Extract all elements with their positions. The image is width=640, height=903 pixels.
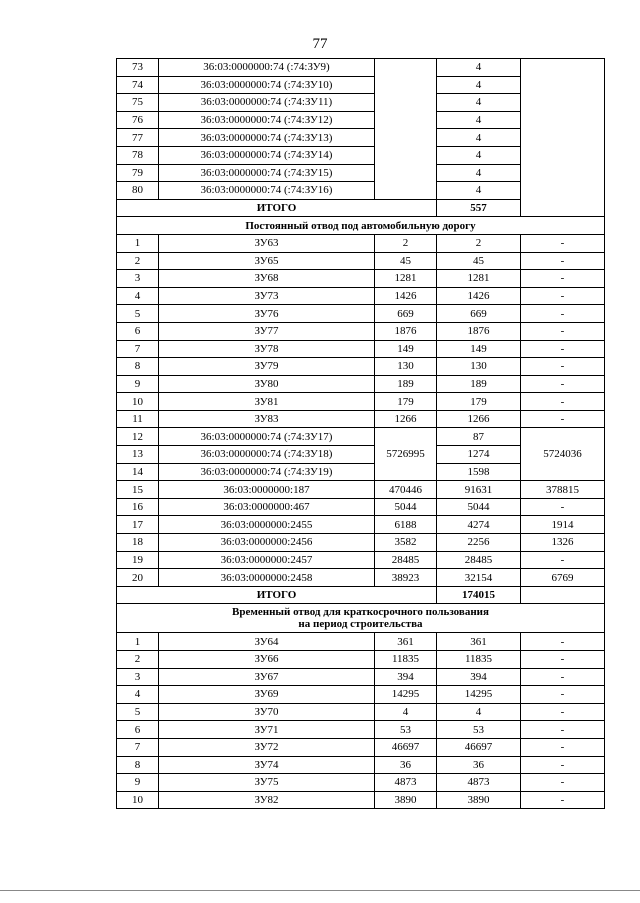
section-title: Постоянный отвод под автомобильную дорогу (117, 217, 605, 235)
table-row (117, 322, 605, 340)
bottom-rule (0, 890, 640, 891)
row-number: 73 (117, 59, 159, 77)
section-title-line: на период строительства (298, 618, 423, 631)
area-remaining: - (521, 322, 605, 340)
table-row (117, 651, 605, 669)
area-total: 28485 (375, 551, 437, 569)
area-allocated: 179 (437, 393, 521, 411)
table-row (117, 721, 605, 739)
row-number: 16 (117, 498, 159, 516)
area-remaining: - (521, 498, 605, 516)
row-number: 1 (117, 234, 159, 252)
table-row (117, 738, 605, 756)
plot-id: ЗУ76 (159, 305, 375, 323)
area-remaining: - (521, 252, 605, 270)
plot-id: 36:03:0000000:74 (:74:ЗУ16) (159, 182, 375, 200)
row-number: 7 (117, 340, 159, 358)
area-allocated: 189 (437, 375, 521, 393)
table-row (117, 481, 605, 499)
table-row (117, 340, 605, 358)
area-remaining: - (521, 410, 605, 428)
table-row (117, 569, 605, 587)
plot-id: ЗУ81 (159, 393, 375, 411)
row-number: 9 (117, 774, 159, 792)
area-allocated: 36 (437, 756, 521, 774)
row-number: 18 (117, 534, 159, 552)
row-number: 80 (117, 182, 159, 200)
area-allocated: 46697 (437, 738, 521, 756)
table-row (117, 633, 605, 651)
plot-id: 36:03:0000000:74 (:74:ЗУ18) (159, 446, 375, 464)
area-total: 470446 (375, 481, 437, 499)
area-remaining: - (521, 738, 605, 756)
area-remaining: - (521, 756, 605, 774)
row-number: 79 (117, 164, 159, 182)
area-total: 4 (375, 703, 437, 721)
plot-id: 36:03:0000000:2457 (159, 551, 375, 569)
merged-empty-cell (375, 59, 437, 200)
area-value: 4 (437, 129, 521, 147)
area-remaining: - (521, 393, 605, 411)
plot-id: 36:03:0000000:74 (:74:ЗУ17) (159, 428, 375, 446)
plot-id: ЗУ80 (159, 375, 375, 393)
area-remaining: - (521, 721, 605, 739)
area-total: 3582 (375, 534, 437, 552)
table-row (117, 516, 605, 534)
row-number: 3 (117, 668, 159, 686)
plot-id: 36:03:0000000:2456 (159, 534, 375, 552)
row-number: 14 (117, 463, 159, 481)
plot-id: ЗУ70 (159, 703, 375, 721)
area-remaining: - (521, 358, 605, 376)
table-row (117, 756, 605, 774)
row-number: 6 (117, 721, 159, 739)
row-number: 76 (117, 111, 159, 129)
area-allocated: 1274 (437, 446, 521, 464)
section-heading-row (117, 217, 605, 235)
table-row (117, 375, 605, 393)
table-body (117, 59, 605, 809)
plot-id: ЗУ75 (159, 774, 375, 792)
area-value: 4 (437, 59, 521, 77)
area-allocated: 1266 (437, 410, 521, 428)
row-number: 74 (117, 76, 159, 94)
plot-id: 36:03:0000000:74 (:74:ЗУ15) (159, 164, 375, 182)
plot-id: ЗУ78 (159, 340, 375, 358)
area-total: 3890 (375, 791, 437, 809)
plot-id: ЗУ83 (159, 410, 375, 428)
plot-id: ЗУ64 (159, 633, 375, 651)
area-remaining: 378815 (521, 481, 605, 499)
row-number: 10 (117, 393, 159, 411)
table-row (117, 59, 605, 77)
area-total: 361 (375, 633, 437, 651)
row-number: 10 (117, 791, 159, 809)
plot-id: ЗУ73 (159, 287, 375, 305)
plot-id: ЗУ63 (159, 234, 375, 252)
area-allocated: 361 (437, 633, 521, 651)
area-allocated: 45 (437, 252, 521, 270)
row-number: 12 (117, 428, 159, 446)
row-number: 5 (117, 305, 159, 323)
row-number: 2 (117, 252, 159, 270)
area-total: 4873 (375, 774, 437, 792)
row-number: 9 (117, 375, 159, 393)
total-value: 174015 (437, 586, 521, 604)
area-total: 5044 (375, 498, 437, 516)
section-title (117, 604, 605, 633)
area-remaining: 1914 (521, 516, 605, 534)
row-number: 4 (117, 686, 159, 704)
row-number: 75 (117, 94, 159, 112)
area-remaining: - (521, 791, 605, 809)
plot-id: ЗУ66 (159, 651, 375, 669)
section-title-line: Временный отвод для краткосрочного пользования (232, 606, 489, 619)
row-number: 8 (117, 756, 159, 774)
row-number: 1 (117, 633, 159, 651)
area-value: 4 (437, 182, 521, 200)
area-value: 4 (437, 164, 521, 182)
table-row (117, 791, 605, 809)
plot-id: 36:03:0000000:2458 (159, 569, 375, 587)
area-allocated: 2256 (437, 534, 521, 552)
row-number: 6 (117, 322, 159, 340)
table-row (117, 305, 605, 323)
area-remaining: - (521, 668, 605, 686)
total-label: ИТОГО (117, 199, 437, 217)
plot-id: 36:03:0000000:74 (:74:ЗУ10) (159, 76, 375, 94)
area-total: 14295 (375, 686, 437, 704)
area-remaining: - (521, 287, 605, 305)
empty-cell (521, 586, 605, 604)
table-row (117, 393, 605, 411)
area-total: 1876 (375, 322, 437, 340)
plot-id: ЗУ82 (159, 791, 375, 809)
plot-id: 36:03:0000000:74 (:74:ЗУ9) (159, 59, 375, 77)
table-row (117, 668, 605, 686)
plot-id: 36:03:0000000:74 (:74:ЗУ19) (159, 463, 375, 481)
area-total: 36 (375, 756, 437, 774)
area-allocated: 130 (437, 358, 521, 376)
area-total: 45 (375, 252, 437, 270)
plot-id: 36:03:0000000:74 (:74:ЗУ14) (159, 146, 375, 164)
area-allocated: 5044 (437, 498, 521, 516)
table-row (117, 234, 605, 252)
plot-id: ЗУ77 (159, 322, 375, 340)
plot-id: ЗУ74 (159, 756, 375, 774)
area-allocated: 1426 (437, 287, 521, 305)
row-number: 7 (117, 738, 159, 756)
plot-id: 36:03:0000000:2455 (159, 516, 375, 534)
row-number: 4 (117, 287, 159, 305)
area-allocated: 1876 (437, 322, 521, 340)
plot-id: ЗУ65 (159, 252, 375, 270)
area-total: 46697 (375, 738, 437, 756)
table-row (117, 703, 605, 721)
area-allocated: 53 (437, 721, 521, 739)
area-total: 1281 (375, 270, 437, 288)
area-total: 189 (375, 375, 437, 393)
area-value: 4 (437, 146, 521, 164)
area-total: 394 (375, 668, 437, 686)
section-heading-row (117, 604, 605, 633)
table-row (117, 252, 605, 270)
plot-id: 36:03:0000000:74 (:74:ЗУ13) (159, 129, 375, 147)
area-allocated: 11835 (437, 651, 521, 669)
area-allocated: 87 (437, 428, 521, 446)
table-row (117, 270, 605, 288)
area-allocated: 28485 (437, 551, 521, 569)
row-number: 15 (117, 481, 159, 499)
area-remaining: - (521, 633, 605, 651)
row-number: 5 (117, 703, 159, 721)
table-row (117, 428, 605, 446)
area-value: 4 (437, 94, 521, 112)
table-row (117, 498, 605, 516)
table-row (117, 551, 605, 569)
page-number: 77 (312, 36, 328, 52)
area-total: 1266 (375, 410, 437, 428)
plot-id: 36:03:0000000:74 (:74:ЗУ12) (159, 111, 375, 129)
area-total: 11835 (375, 651, 437, 669)
land-plots-table (116, 58, 605, 809)
total-row (117, 586, 605, 604)
area-total: 6188 (375, 516, 437, 534)
area-value: 4 (437, 111, 521, 129)
area-allocated: 3890 (437, 791, 521, 809)
area-total: 179 (375, 393, 437, 411)
plot-id: 36:03:0000000:74 (:74:ЗУ11) (159, 94, 375, 112)
plot-id: ЗУ69 (159, 686, 375, 704)
row-number: 2 (117, 651, 159, 669)
row-number: 77 (117, 129, 159, 147)
table-row (117, 410, 605, 428)
area-total: 669 (375, 305, 437, 323)
area-allocated: 1598 (437, 463, 521, 481)
area-remaining: 6769 (521, 569, 605, 587)
plot-id: 36:03:0000000:467 (159, 498, 375, 516)
plot-id: ЗУ72 (159, 738, 375, 756)
area-remaining: - (521, 703, 605, 721)
area-total: 5726995 (375, 428, 437, 481)
row-number: 3 (117, 270, 159, 288)
plot-id: ЗУ71 (159, 721, 375, 739)
plot-id: 36:03:0000000:187 (159, 481, 375, 499)
area-allocated: 14295 (437, 686, 521, 704)
total-value: 557 (437, 199, 521, 217)
plot-id: ЗУ79 (159, 358, 375, 376)
row-number: 13 (117, 446, 159, 464)
area-value: 4 (437, 76, 521, 94)
area-allocated: 91631 (437, 481, 521, 499)
area-allocated: 2 (437, 234, 521, 252)
table-row (117, 686, 605, 704)
area-remaining: - (521, 651, 605, 669)
area-allocated: 32154 (437, 569, 521, 587)
area-allocated: 4274 (437, 516, 521, 534)
area-total: 38923 (375, 569, 437, 587)
area-total: 149 (375, 340, 437, 358)
table-row (117, 534, 605, 552)
area-remaining: - (521, 375, 605, 393)
area-total: 2 (375, 234, 437, 252)
area-allocated: 1281 (437, 270, 521, 288)
area-remaining: 1326 (521, 534, 605, 552)
area-total: 53 (375, 721, 437, 739)
merged-empty-cell (521, 59, 605, 217)
area-allocated: 394 (437, 668, 521, 686)
area-remaining: - (521, 551, 605, 569)
table-row (117, 358, 605, 376)
area-allocated: 4873 (437, 774, 521, 792)
area-total: 130 (375, 358, 437, 376)
area-remaining: - (521, 270, 605, 288)
plot-id: ЗУ68 (159, 270, 375, 288)
row-number: 17 (117, 516, 159, 534)
row-number: 8 (117, 358, 159, 376)
total-label: ИТОГО (117, 586, 437, 604)
area-remaining: - (521, 774, 605, 792)
plot-id: ЗУ67 (159, 668, 375, 686)
row-number: 19 (117, 551, 159, 569)
area-allocated: 149 (437, 340, 521, 358)
area-total: 1426 (375, 287, 437, 305)
row-number: 78 (117, 146, 159, 164)
area-remaining: - (521, 234, 605, 252)
table-row (117, 287, 605, 305)
area-allocated: 669 (437, 305, 521, 323)
area-remaining: - (521, 686, 605, 704)
area-remaining: 5724036 (521, 428, 605, 481)
area-allocated: 4 (437, 703, 521, 721)
row-number: 20 (117, 569, 159, 587)
table-row (117, 774, 605, 792)
area-remaining: - (521, 340, 605, 358)
row-number: 11 (117, 410, 159, 428)
area-remaining: - (521, 305, 605, 323)
